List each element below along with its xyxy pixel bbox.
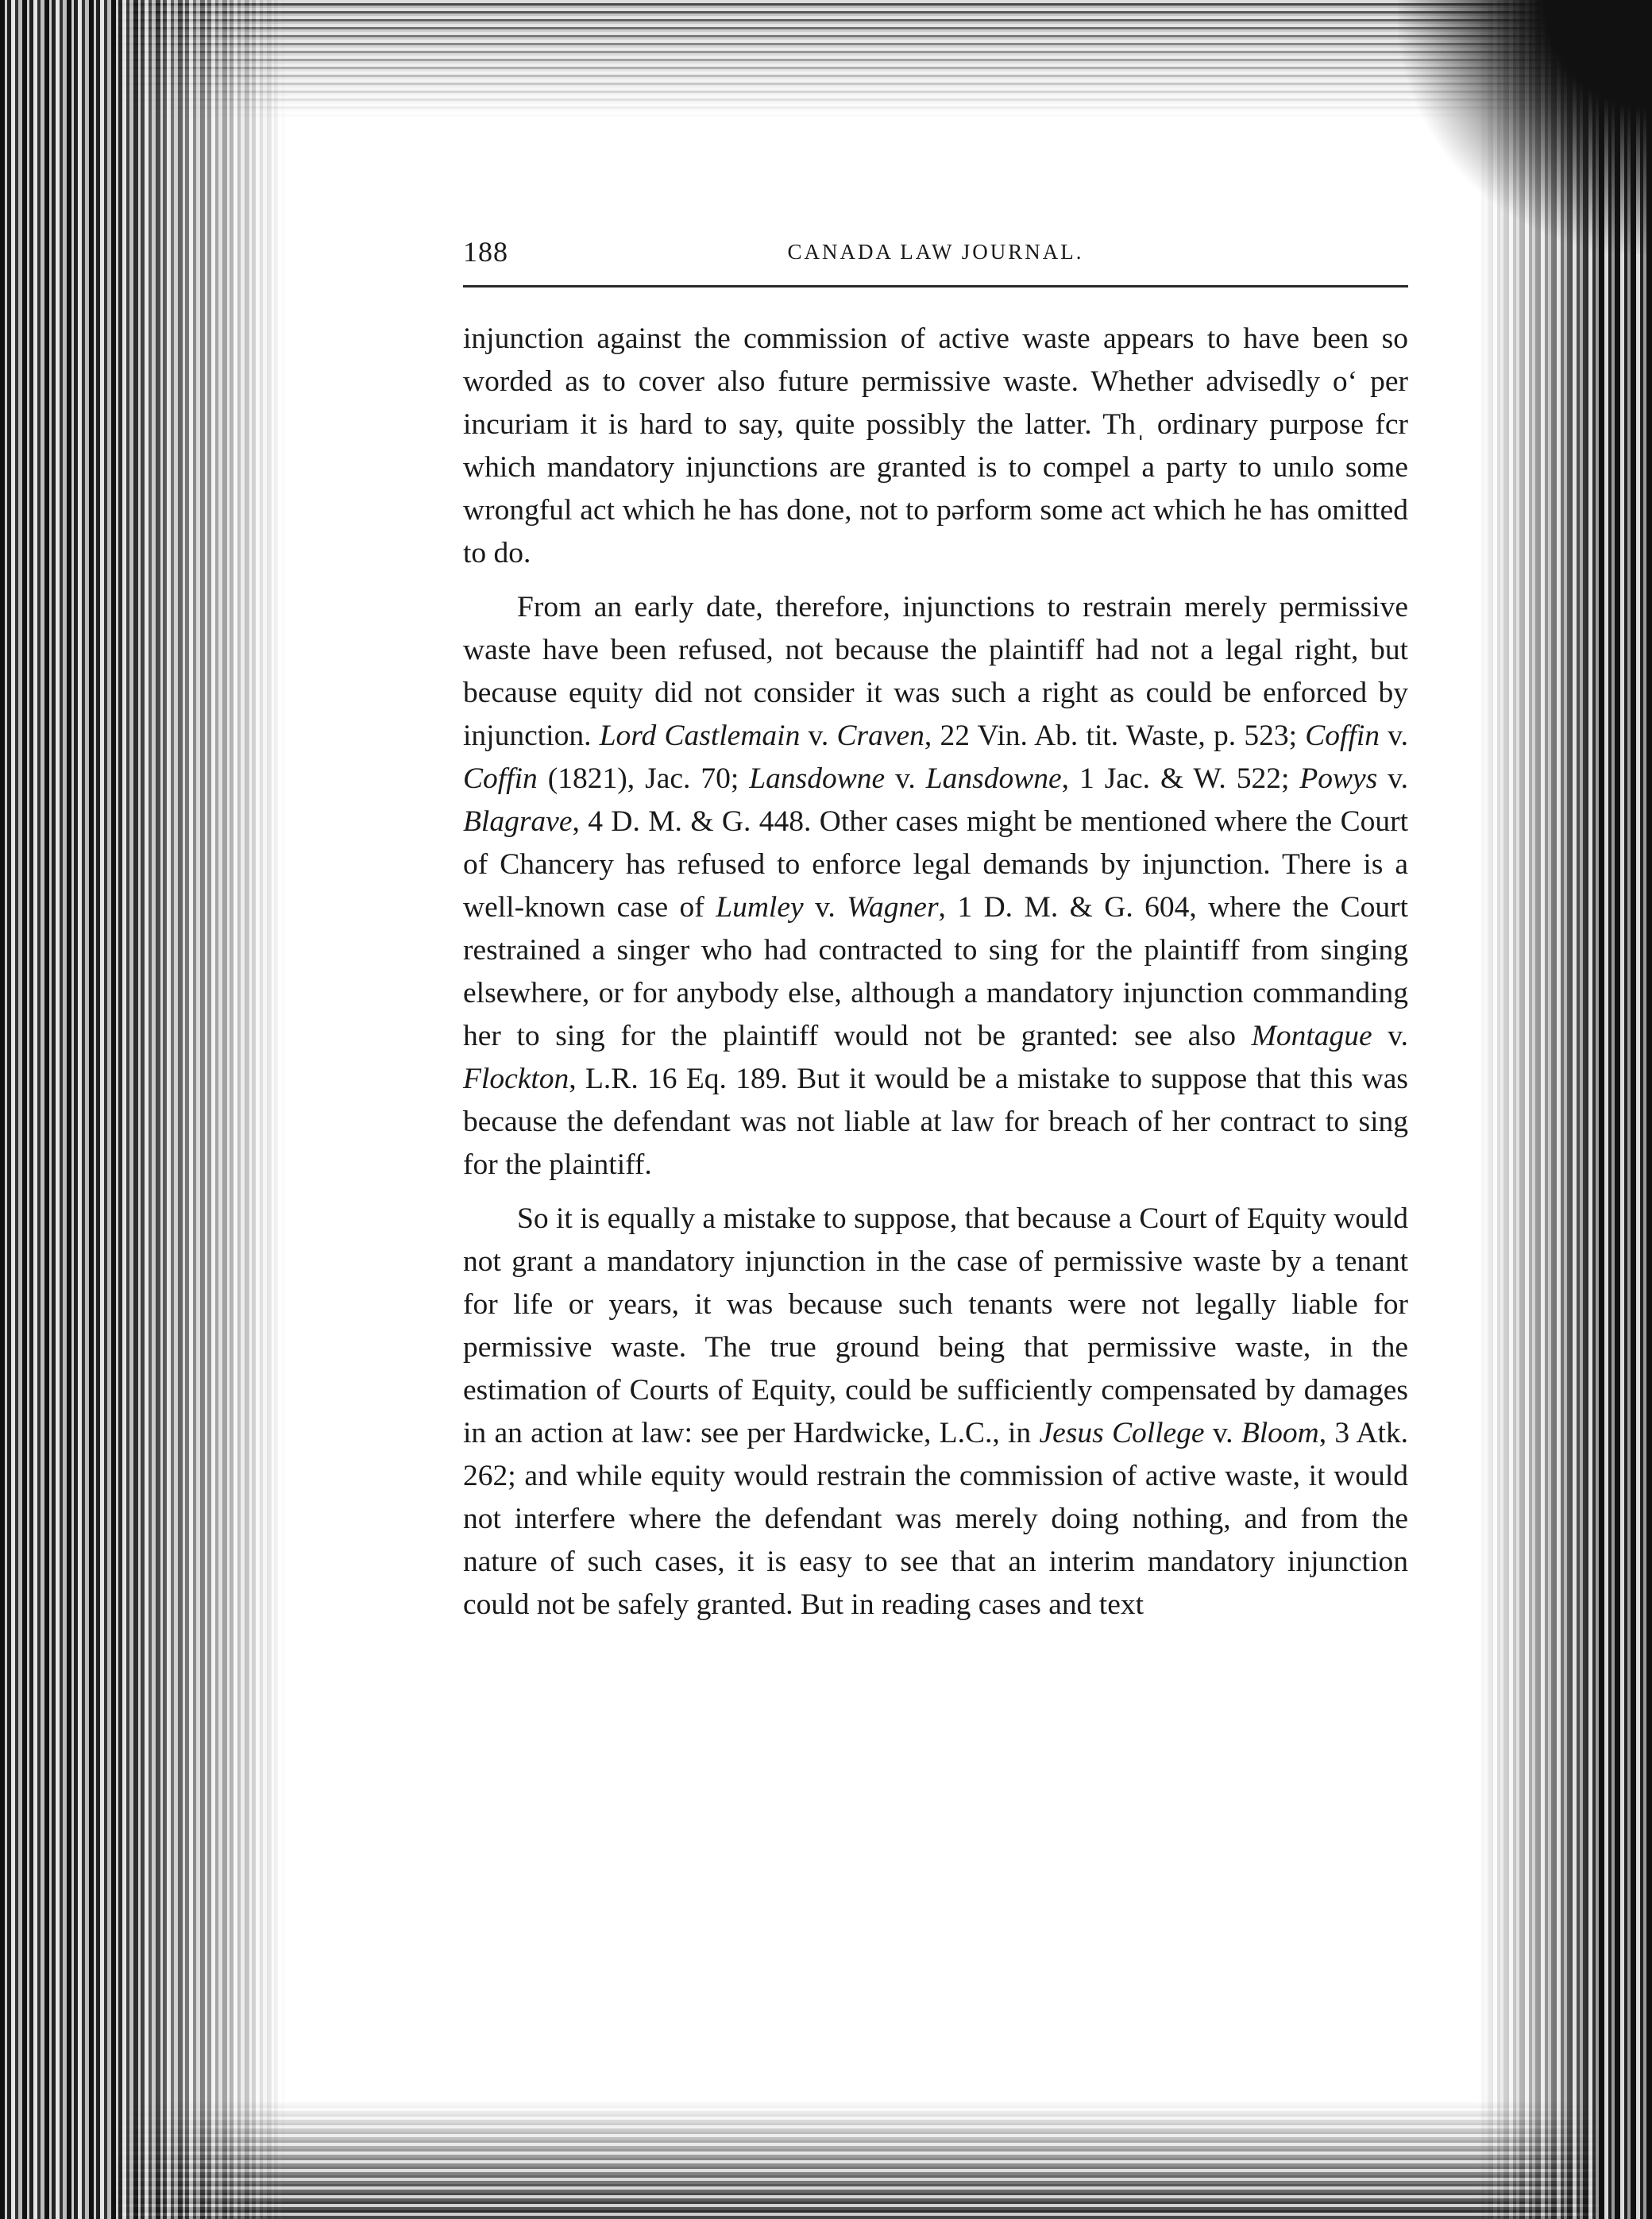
text-run: , L.R. 16 Eq. 189. But it would be a mistake to suppose that this was because the defendant was not liable at law for breach of her contract to sing for the plaintiff. bbox=[463, 1063, 1408, 1181]
text-run: injunction against the commission of active waste appears to have been so worded as to cover also future permissive waste. Whether advisedly o bbox=[463, 322, 1408, 398]
text-run: v. bbox=[1204, 1417, 1241, 1449]
case-name: Jesus College bbox=[1039, 1417, 1205, 1449]
text-run: v. bbox=[800, 720, 837, 752]
case-name: Lumley bbox=[716, 891, 804, 924]
paragraph bbox=[463, 586, 1408, 1187]
text-run: , 1 D. M. & G. 604, where the Court restrained a singer who had contracted to sing for the plaintiff from singing elsewhere, or for anybody else, although a mandatory injunction commanding her to sing for the plaintiff would not be granted: see also bbox=[463, 891, 1408, 1052]
scan-border-left bbox=[0, 0, 286, 2219]
text-run: v. bbox=[885, 762, 926, 795]
case-name: Powys bbox=[1299, 762, 1378, 795]
paragraph bbox=[463, 318, 1408, 575]
case-name: Blagrave bbox=[463, 805, 573, 838]
text-run: , 22 Vin. Ab. tit. Waste, p. 523; bbox=[924, 720, 1306, 752]
page-header bbox=[463, 235, 1408, 284]
text-run: v. bbox=[1380, 720, 1408, 752]
text-run: v. bbox=[803, 891, 847, 924]
text-run: v. bbox=[1377, 762, 1408, 795]
case-name: Bloom bbox=[1241, 1417, 1319, 1449]
case-name: Coffin bbox=[463, 762, 538, 795]
header-rule bbox=[463, 285, 1408, 288]
text-run: , 4 D. M. & G. 448. Other cases might be mentioned where the Court of Chancery has refused to enforce legal demands by injunction. There is a well-known case of bbox=[463, 805, 1408, 924]
case-name: Wagner bbox=[847, 891, 939, 924]
scan-border-right bbox=[1477, 0, 1652, 2219]
text-run: , 3 Atk. 262; and while equity would restrain the commission of active waste, it would not interfere where the defendant was merely doing nothing, and from the nature of such cases, it is easy to see that an interim mandatory injunction could not be safely granted. But in reading cases and text bbox=[463, 1417, 1408, 1621]
case-name: Montague bbox=[1251, 1020, 1372, 1052]
case-name: Flockton bbox=[463, 1063, 569, 1095]
text-run: v. bbox=[1372, 1020, 1408, 1052]
text-run: per incuriam it is hard to say, quite possibly the latter. Thˌ ordinary purpose fcr which mandatory injunctions are granted is to compel a party to unılo some wrongful act which he has done, not to pərform some act which he has omitted to do. bbox=[463, 365, 1409, 569]
body-text bbox=[463, 318, 1408, 1638]
paragraph bbox=[463, 1198, 1408, 1627]
text-run: (1821), Jac. 70; bbox=[537, 762, 750, 795]
case-name: Lansdowne bbox=[925, 762, 1062, 795]
text-run: , 1 Jac. & W. 522; bbox=[1061, 762, 1300, 795]
case-name: Lord Castlemain bbox=[599, 720, 801, 752]
text-run: From an early date, therefore, injunctions to restrain merely permissive waste have been refused, not because the plaintiff had not a legal right, but because equity did not consider it was such a right as could be enforced by injunction. bbox=[463, 591, 1408, 752]
scan-corner-shadow bbox=[1398, 0, 1652, 254]
text-run: So it is equally a mistake to suppose, that because a Court of Equity would not grant a mandatory injunction in the case of permissive waste by a tenant for life or years, it was because such tenants were not legally liable for permissive waste. The true ground being that permissive waste, in the estimation of Courts of Equity, could be sufficiently compensated by damages in an action at law: see per Hardwicke, L.C., in bbox=[463, 1202, 1408, 1449]
case-name: Coffin bbox=[1305, 720, 1380, 752]
page-number: 188 bbox=[463, 236, 508, 268]
case-name: Lansdowne bbox=[749, 762, 886, 795]
running-head: CANADA LAW JOURNAL. bbox=[787, 240, 1084, 264]
case-name: Craven bbox=[836, 720, 924, 752]
text-run: ʻ bbox=[1347, 365, 1358, 398]
